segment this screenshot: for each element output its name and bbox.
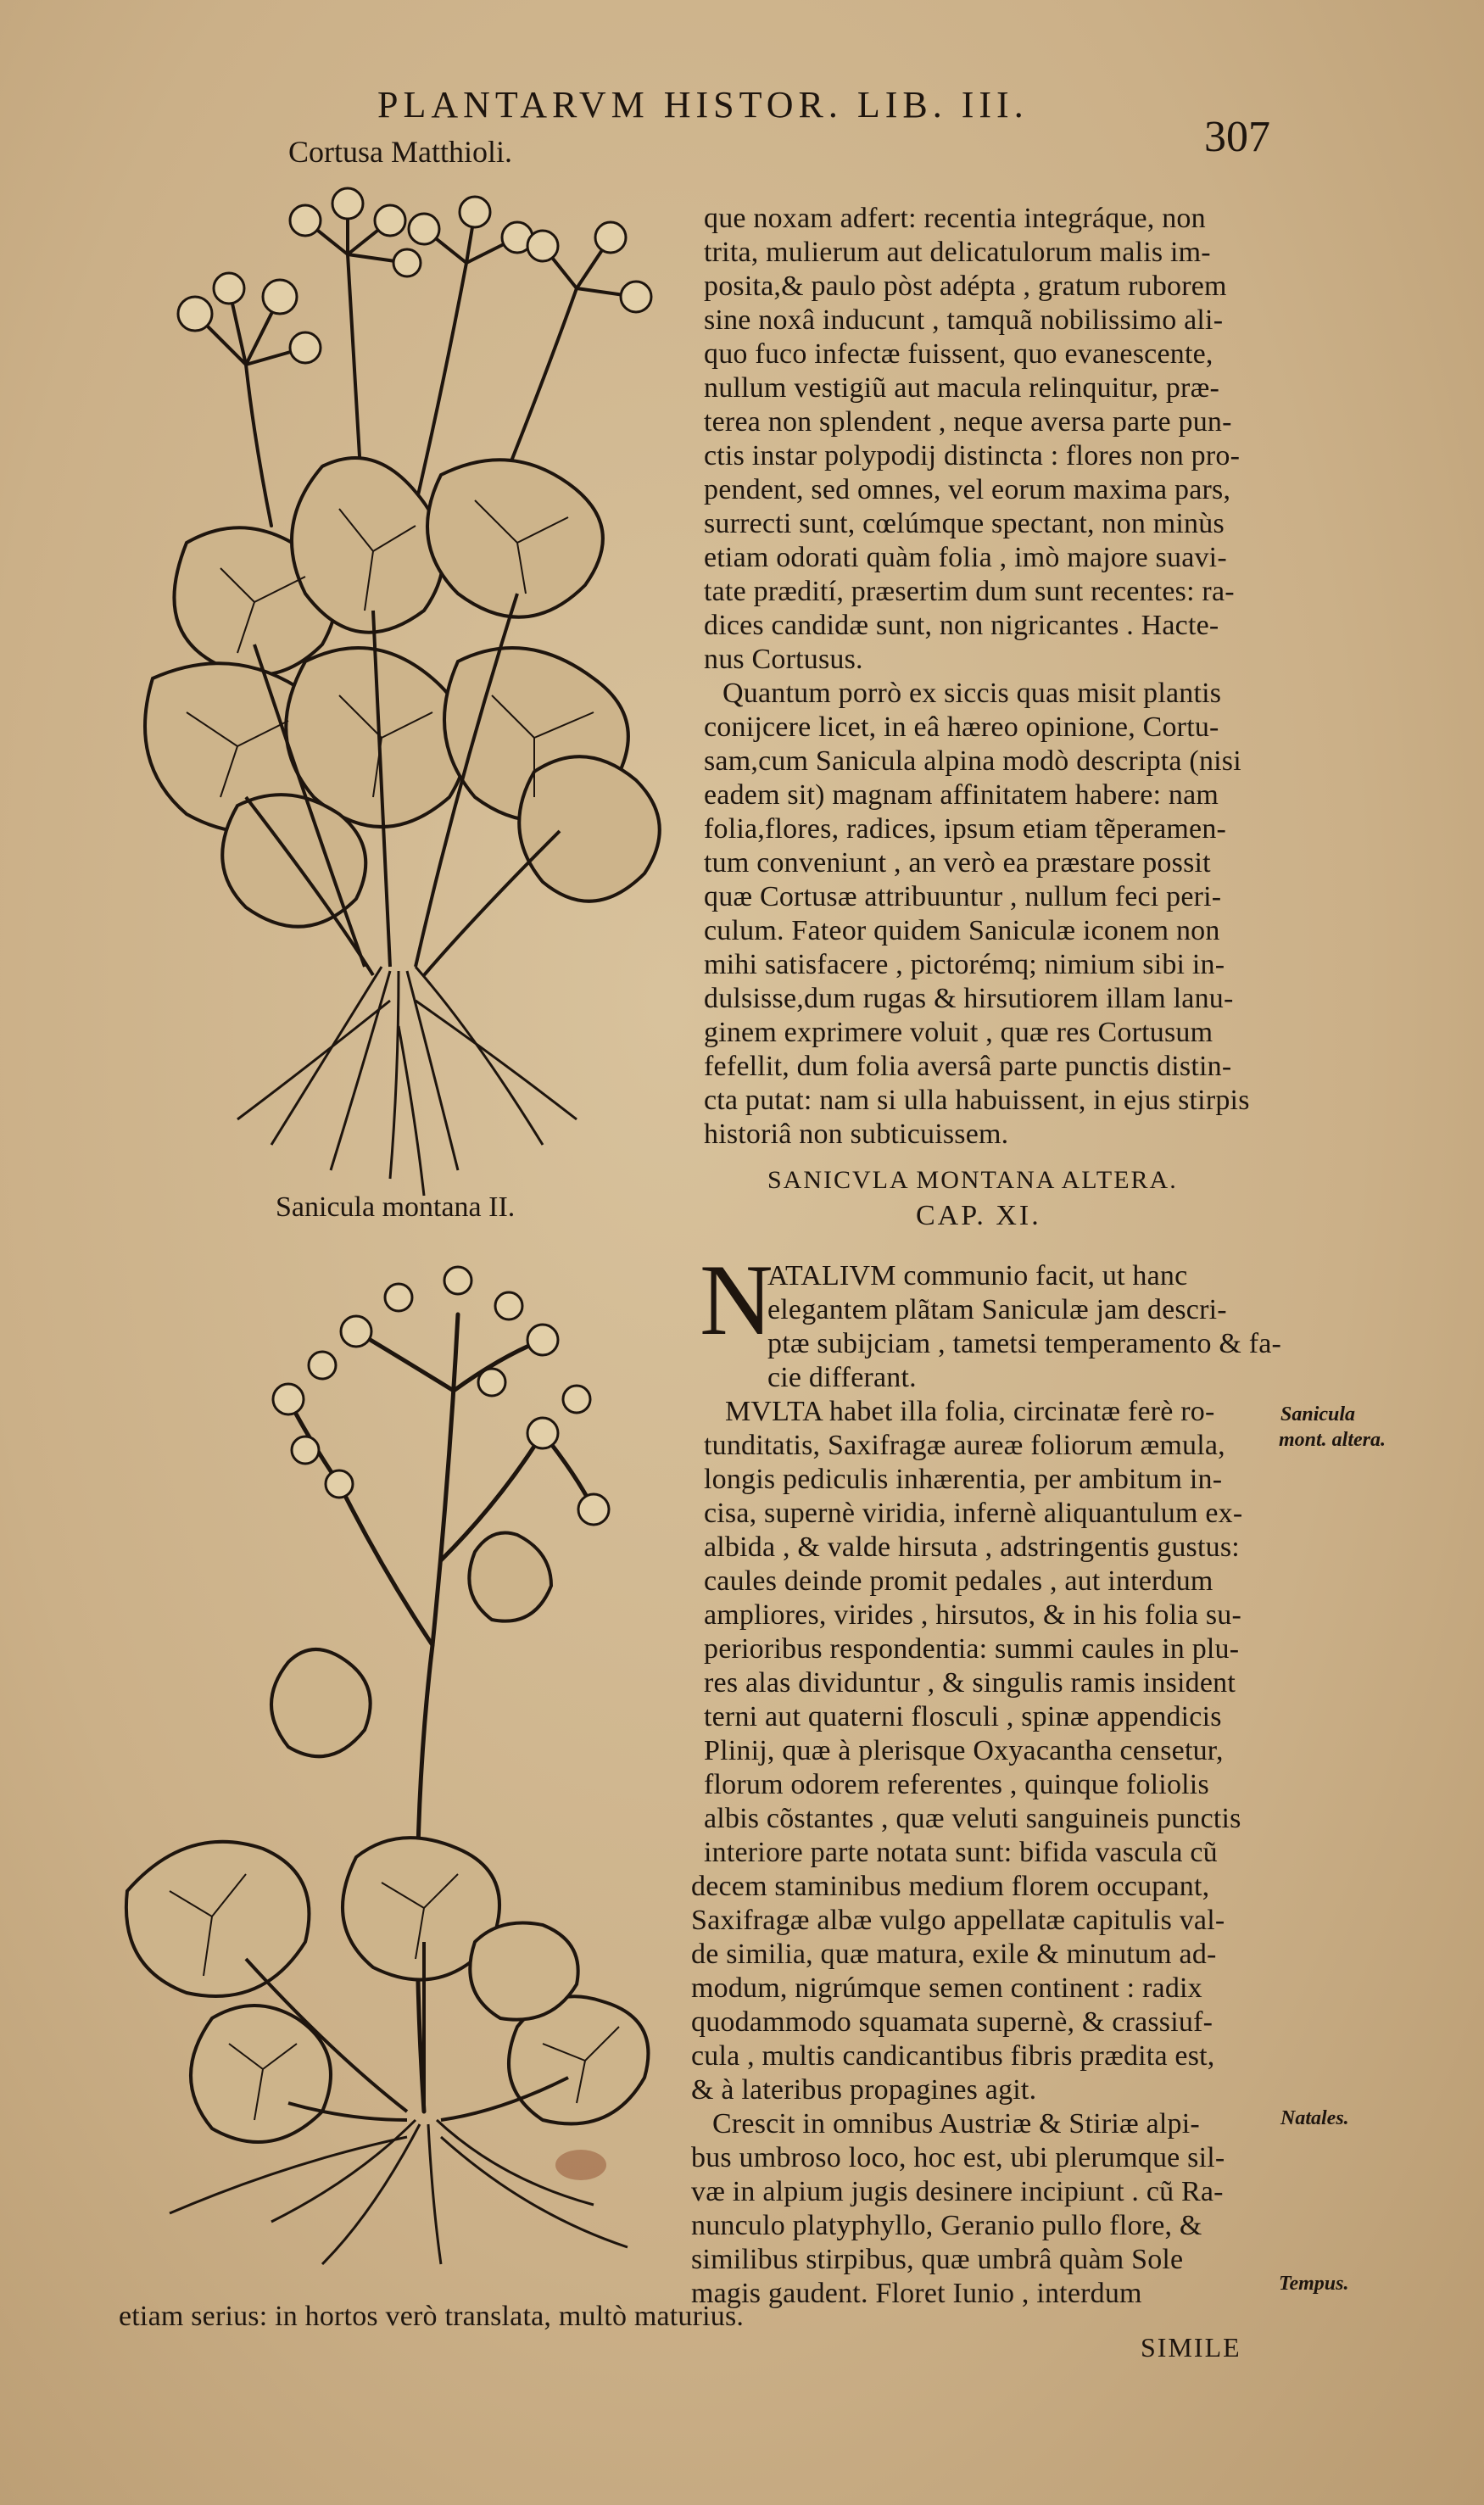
text-line: ptæ subijciam , tametsi temperamento & fa- xyxy=(767,1328,1282,1359)
text-line: nus Cortusus. xyxy=(704,644,863,675)
text-line: sine noxâ inducunt , tamquã nobilissimo ali- xyxy=(704,304,1224,336)
cortusa-illustration xyxy=(136,187,687,1204)
text-line: albis cõstantes , quæ veluti sanguineis punctis xyxy=(704,1803,1241,1834)
text-line: etiam odorati quàm folia , imò majore suavi- xyxy=(704,542,1227,573)
text-line: posita,& paulo pòst adépta , gratum ruborem xyxy=(704,271,1227,302)
text-line: decem staminibus medium florem occupant, xyxy=(691,1871,1210,1902)
text-line: florum odorem referentes , quinque foliolis xyxy=(704,1769,1209,1800)
text-line: eadem sit) magnam affinitatem habere: nam xyxy=(704,779,1219,811)
text-line: quo fuco infectæ fuissent, quo evanescente, xyxy=(704,338,1213,370)
text-line: ATALIVM communio facit, ut hanc xyxy=(767,1260,1188,1292)
text-line: cisa, supernè viridia, infernè aliquantulum ex- xyxy=(704,1498,1243,1529)
top-caption: Cortusa Matthioli. xyxy=(288,135,512,169)
text-line: ampliores, virides , hirsutos, & in his folia su- xyxy=(704,1599,1242,1631)
text-line: magis gaudent. Floret Iunio , interdum xyxy=(691,2278,1142,2309)
text-line: Crescit in omnibus Austriæ & Stiriæ alpi- xyxy=(712,2108,1200,2140)
drop-capital: N xyxy=(700,1243,773,1356)
sanicula-altera-illustration xyxy=(119,1264,712,2281)
text-line: quodammodo squamata supernè, & crassiuf- xyxy=(691,2006,1213,2038)
running-title: PLANTARVM HISTOR. LIB. III. xyxy=(377,84,1029,126)
page-number: 307 xyxy=(1204,113,1270,161)
text-line: interiore parte notata sunt: bifida vascula cũ xyxy=(704,1837,1218,1868)
catchword: SIMILE xyxy=(1141,2332,1241,2363)
text-line: Plinij, quæ à plerisque Oxyacantha censetur, xyxy=(704,1735,1224,1766)
text-line: perioribus respondentia: summi caules in plu- xyxy=(704,1633,1240,1665)
text-line: cta putat: nam si ulla habuissent, in ejus stirpis xyxy=(704,1085,1250,1116)
text-line: tum conveniunt , an verò ea præstare possit xyxy=(704,847,1211,879)
text-line: cie differant. xyxy=(767,1362,917,1393)
text-line: væ in alpium jugis desinere incipiunt . cũ Ra- xyxy=(691,2176,1224,2207)
text-line: modum, nigrúmque semen continent : radix xyxy=(691,1972,1202,2004)
chapter-number: CAP. XI. xyxy=(916,1200,1041,1231)
text-line: mihi satisfacere , pictorémq; nimium sibi in- xyxy=(704,949,1225,980)
text-line: sam,cum Sanicula alpina modò descripta (nisi xyxy=(704,745,1241,777)
text-line: de similia, quæ matura, exile & minutum ad- xyxy=(691,1939,1217,1970)
text-line: fefellit, dum folia aversâ parte punctis distin- xyxy=(704,1051,1232,1082)
text-line: & à lateribus propagines agit. xyxy=(691,2074,1037,2106)
text-line: res alas dividuntur , & singulis ramis insident xyxy=(704,1667,1236,1699)
text-line: surrecti sunt, cœlúmque spectant, non minùs xyxy=(704,508,1225,539)
text-line: elegantem plãtam Saniculæ jam descri- xyxy=(767,1294,1227,1325)
text-line: dulsisse,dum rugas & hirsutiorem illam lanu- xyxy=(704,983,1234,1014)
margin-note: Tempus. xyxy=(1279,2273,1349,2295)
text-line: longis pediculis inhærentia, per ambitum in- xyxy=(704,1464,1223,1495)
margin-note: mont. altera. xyxy=(1279,1429,1386,1451)
text-line: que noxam adfert: recentia integráque, non xyxy=(704,203,1206,234)
text-line: trita, mulierum aut delicatulorum malis im- xyxy=(704,237,1211,268)
text-line: nullum vestigiũ aut macula relinquitur, præ- xyxy=(704,372,1219,404)
text-line: albida , & valde hirsuta , adstringentis gustus: xyxy=(704,1531,1240,1563)
text-line: quæ Cortusæ attribuuntur , nullum feci peri- xyxy=(704,881,1222,912)
text-line: folia,flores, radices, ipsum etiam tẽperamen- xyxy=(704,813,1227,845)
text-line: culum. Fateor quidem Saniculæ iconem non xyxy=(704,915,1220,946)
chapter-title: SANICVLA MONTANA ALTERA. xyxy=(767,1166,1178,1194)
ink-stain xyxy=(555,2150,606,2180)
text-line: tunditatis, Saxifragæ aureæ foliorum æmula, xyxy=(704,1430,1225,1461)
text-line: terni aut quaterni flosculi , spinæ appendicis xyxy=(704,1701,1222,1732)
sanicula-ii-caption: Sanicula montana II. xyxy=(276,1191,516,1223)
text-line: similibus stirpibus, quæ umbrâ quàm Sole xyxy=(691,2244,1184,2275)
margin-note: Sanicula xyxy=(1280,1403,1356,1425)
text-line: Quantum porrò ex siccis quas misit plantis xyxy=(722,678,1222,709)
text-line: tate prædití, præsertim dum sunt recentes: ra- xyxy=(704,576,1235,607)
text-line: conijcere licet, in eâ hæreo opinione, Cortu- xyxy=(704,711,1219,743)
text-line: bus umbroso loco, hoc est, ubi plerumque sil- xyxy=(691,2142,1225,2173)
margin-note: Natales. xyxy=(1280,2107,1349,2129)
text-line: nunculo platyphyllo, Geranio pullo flore, & xyxy=(691,2210,1202,2241)
text-line: ctis instar polypodij distincta : flores non pro- xyxy=(704,440,1241,471)
text-line: cula , multis candicantibus fibris prædita est, xyxy=(691,2040,1215,2072)
text-line: MVLTA habet illa folia, circinatæ ferè ro- xyxy=(725,1396,1215,1427)
text-line: caules deinde promit pedales , aut interdum xyxy=(704,1565,1213,1597)
text-line: dices candidæ sunt, non nigricantes . Hacte- xyxy=(704,610,1219,641)
text-line: terea non splendent , neque aversa parte pun- xyxy=(704,406,1232,438)
text-line: historiâ non subticuissem. xyxy=(704,1119,1009,1150)
text-line: ginem exprimere voluit , quæ res Cortusum xyxy=(704,1017,1213,1048)
text-line: Saxifragæ albæ vulgo appellatæ capitulis val- xyxy=(691,1905,1225,1936)
text-line: pendent, sed omnes, vel eorum maxima pars, xyxy=(704,474,1231,505)
final-text-line: etiam serius: in hortos verò translata, multò maturius. xyxy=(119,2301,745,2332)
